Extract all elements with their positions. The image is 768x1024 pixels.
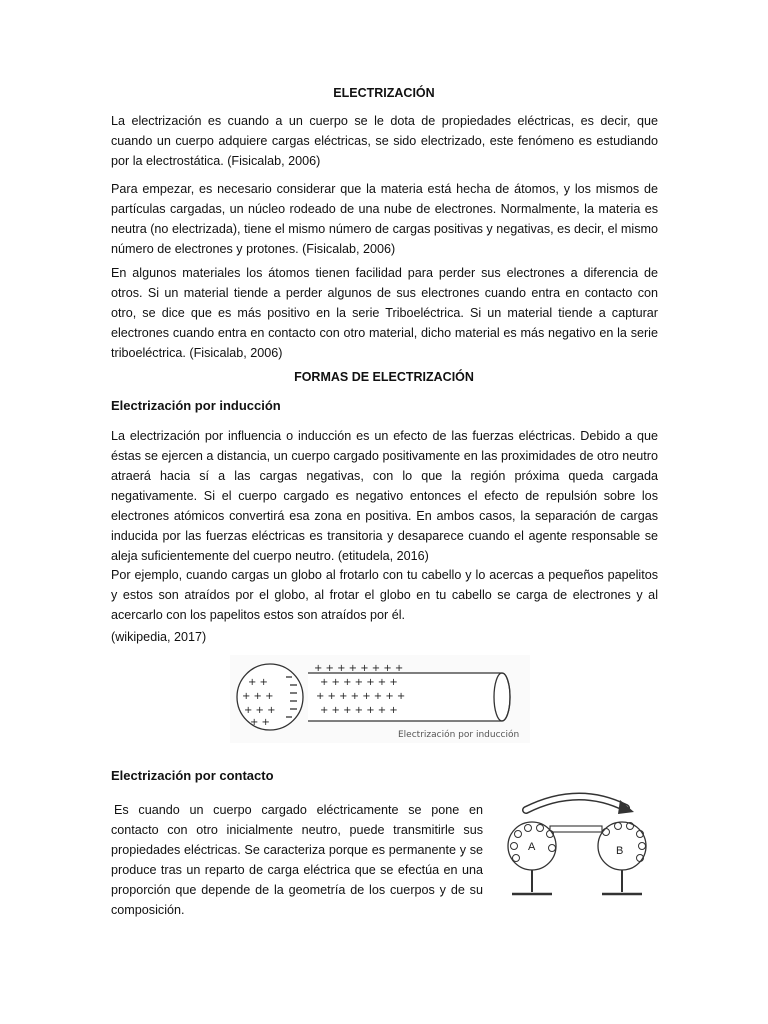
sphere-charges-plus-1: + + xyxy=(248,677,268,688)
sphere-b-label: B xyxy=(616,845,624,857)
document-title: ELECTRIZACIÓN xyxy=(333,86,435,100)
rod-charges-top: + + + + + + + + xyxy=(314,663,404,674)
sphere-charges-plus-4: + + xyxy=(250,717,270,728)
contact-paragraph: Es cuando un cuerpo cargado eléctricamente se pone en contacto con otro inicialmente neutro, puede transmitirle sus propiedades eléctricas. Se caracteriza porque es permanente y se produce tras un reparto de carga eléctrica que se efectúa en una proporción que depende de la geometría de los cuerpos y de su composición. xyxy=(111,803,483,917)
intro-paragraph-3: En algunos materiales los átomos tienen facilidad para perder sus electrones a diferencia de otros. Si un material tiende a perder algunos de sus electrones cuando entra en contacto con otro, se dice que es más positivo en la serie Triboeléctrica. Si un material tiende a capturar electrones cuando entra en contacto con otro material, dicho material es más negativo en la serie triboeléctrica. (Fisicalab, 2006) xyxy=(111,266,658,360)
induction-citation: (wikipedia, 2017) xyxy=(111,630,207,644)
induction-paragraph-1: La electrización por influencia o inducción es un efecto de las fuerzas eléctricas. Debido a que éstas se ejercen a distancia, un cuerpo cargado positivamente en las proximidades de otro neutro atraerá hacia sí a las cargas negativas, con lo que la región próxima queda cargada negativamente. Si el cuerpo cargado es negativo entonces el efecto de repulsión sobre los electrones atómicos convertirá esa zona en positiva. En ambos casos, la separación de cargas inducida por las fuerzas eléctricas es transitoria y desaparece cuando el agente responsable se aleja suficientemente del cuerpo neutro. (etitudela, 2016) xyxy=(111,429,658,563)
rod-charges-row-1: + + + + + + + xyxy=(320,677,398,688)
contact-figure xyxy=(498,788,658,900)
intro-paragraph-2: Para empezar, es necesario considerar que la materia está hecha de átomos, y los mismos de partículas cargadas, un núcleo rodeado de una nube de electrones. Normalmente, la materia es neutra (no electrizada), tiene el mismo número de cargas positivas y negativas, es decir, el mismo número de electrones y protones. (Fisicalab, 2006) xyxy=(111,182,658,256)
rod-charges-row-2: + + + + + + + + xyxy=(316,691,406,702)
section-title: FORMAS DE ELECTRIZACIÓN xyxy=(294,370,474,384)
arrow-head xyxy=(618,800,634,814)
induction-heading: Electrización por inducción xyxy=(111,398,281,413)
sphere-a-label: A xyxy=(528,841,536,853)
connecting-rod xyxy=(550,826,602,832)
contact-heading: Electrización por contacto xyxy=(111,768,274,783)
induction-paragraph-2: Por ejemplo, cuando cargas un globo al frotarlo con tu cabello y lo acercas a pequeños papelitos y estos son atraídos por el globo, al frotar el globo en tu cabello se carga de electrones y al acercarlo con los papelitos estos son atraídos por él. xyxy=(111,568,658,622)
induction-figure xyxy=(230,655,530,743)
intro-paragraph-1: La electrización es cuando a un cuerpo se le dota de propiedades eléctricas, es decir, que cuando un cuerpo adquiere cargas eléctricas, se sido electrizado, este fenómeno es estudiando por la electrostática. (Fisicalab, 2006) xyxy=(111,114,658,168)
sphere-charges-plus-3: + + + xyxy=(244,705,276,716)
induction-figure-caption: Electrización por inducción xyxy=(398,730,520,740)
rod-charges-row-3: + + + + + + + xyxy=(320,705,398,716)
sphere-charges-plus-2: + + + xyxy=(242,691,274,702)
